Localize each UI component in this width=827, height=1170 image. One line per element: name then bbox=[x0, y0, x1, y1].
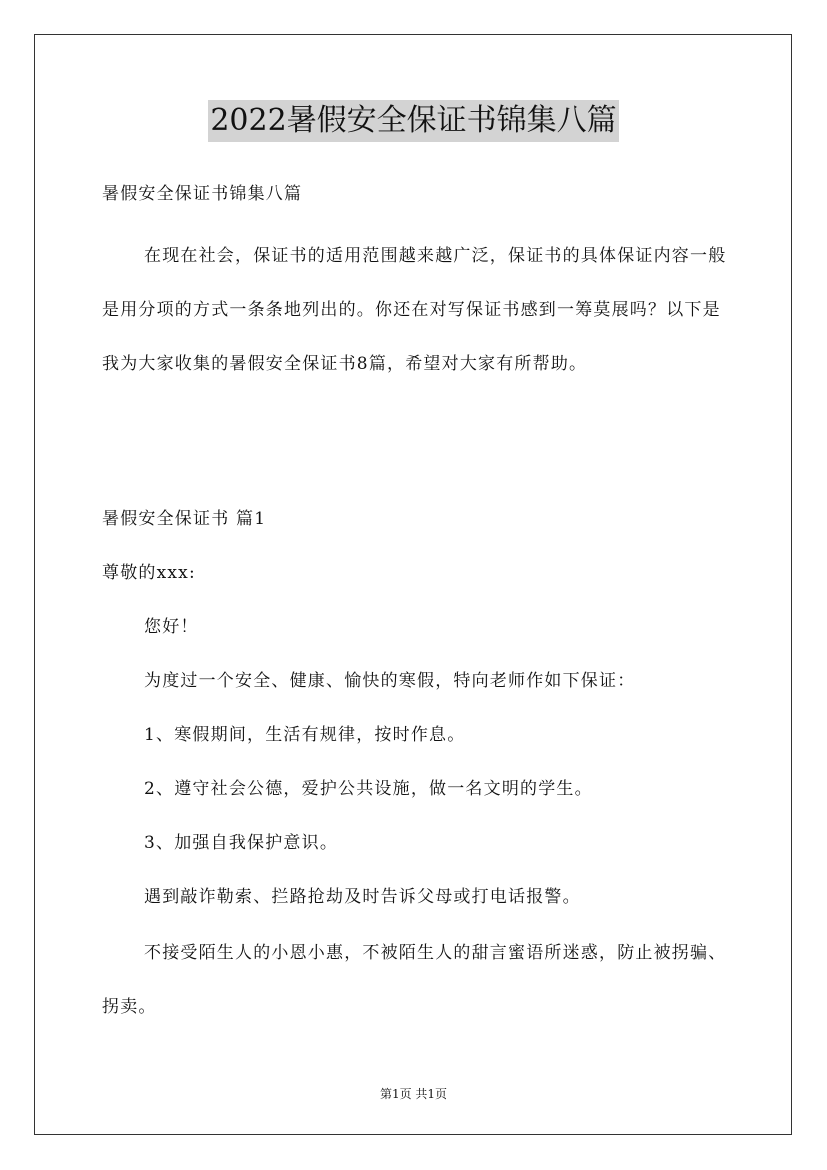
intro-paragraph: 在现在社会，保证书的适用范围越来越广泛，保证书的具体保证内容一般是用分项的方式一条条地列出的。你还在对写保证书感到一筹莫展吗？以下是我为大家收集的暑假安全保证书8篇，希望对大家有所帮助。 bbox=[102, 246, 727, 374]
body-line: 2、遵守社会公德，爱护公共设施，做一名文明的学生。 bbox=[144, 779, 593, 799]
body-line: 遇到敲诈勒索、拦路抢劫及时告诉父母或打电话报警。 bbox=[144, 887, 581, 907]
body-line: 3、加强自我保护意识。 bbox=[144, 833, 339, 853]
salutation: 尊敬的xxx: bbox=[102, 563, 196, 583]
body-line: 不接受陌生人的小恩小惠，不被陌生人的甜言蜜语所迷惑，防止被拐骗、拐卖。 bbox=[102, 943, 727, 1017]
page-footer: 第1页 共1页 bbox=[379, 1087, 448, 1101]
body-line: 为度过一个安全、健康、愉快的寒假，特向老师作如下保证： bbox=[144, 671, 636, 691]
document-title: 2022暑假安全保证书锦集八篇 bbox=[208, 100, 618, 142]
document-title-wrap bbox=[0, 100, 827, 142]
body-line: 1、寒假期间，生活有规律，按时作息。 bbox=[144, 725, 466, 745]
greeting: 您好！ bbox=[144, 617, 199, 637]
section-heading: 暑假安全保证书 篇1 bbox=[102, 509, 267, 529]
subtitle: 暑假安全保证书锦集八篇 bbox=[102, 184, 303, 204]
